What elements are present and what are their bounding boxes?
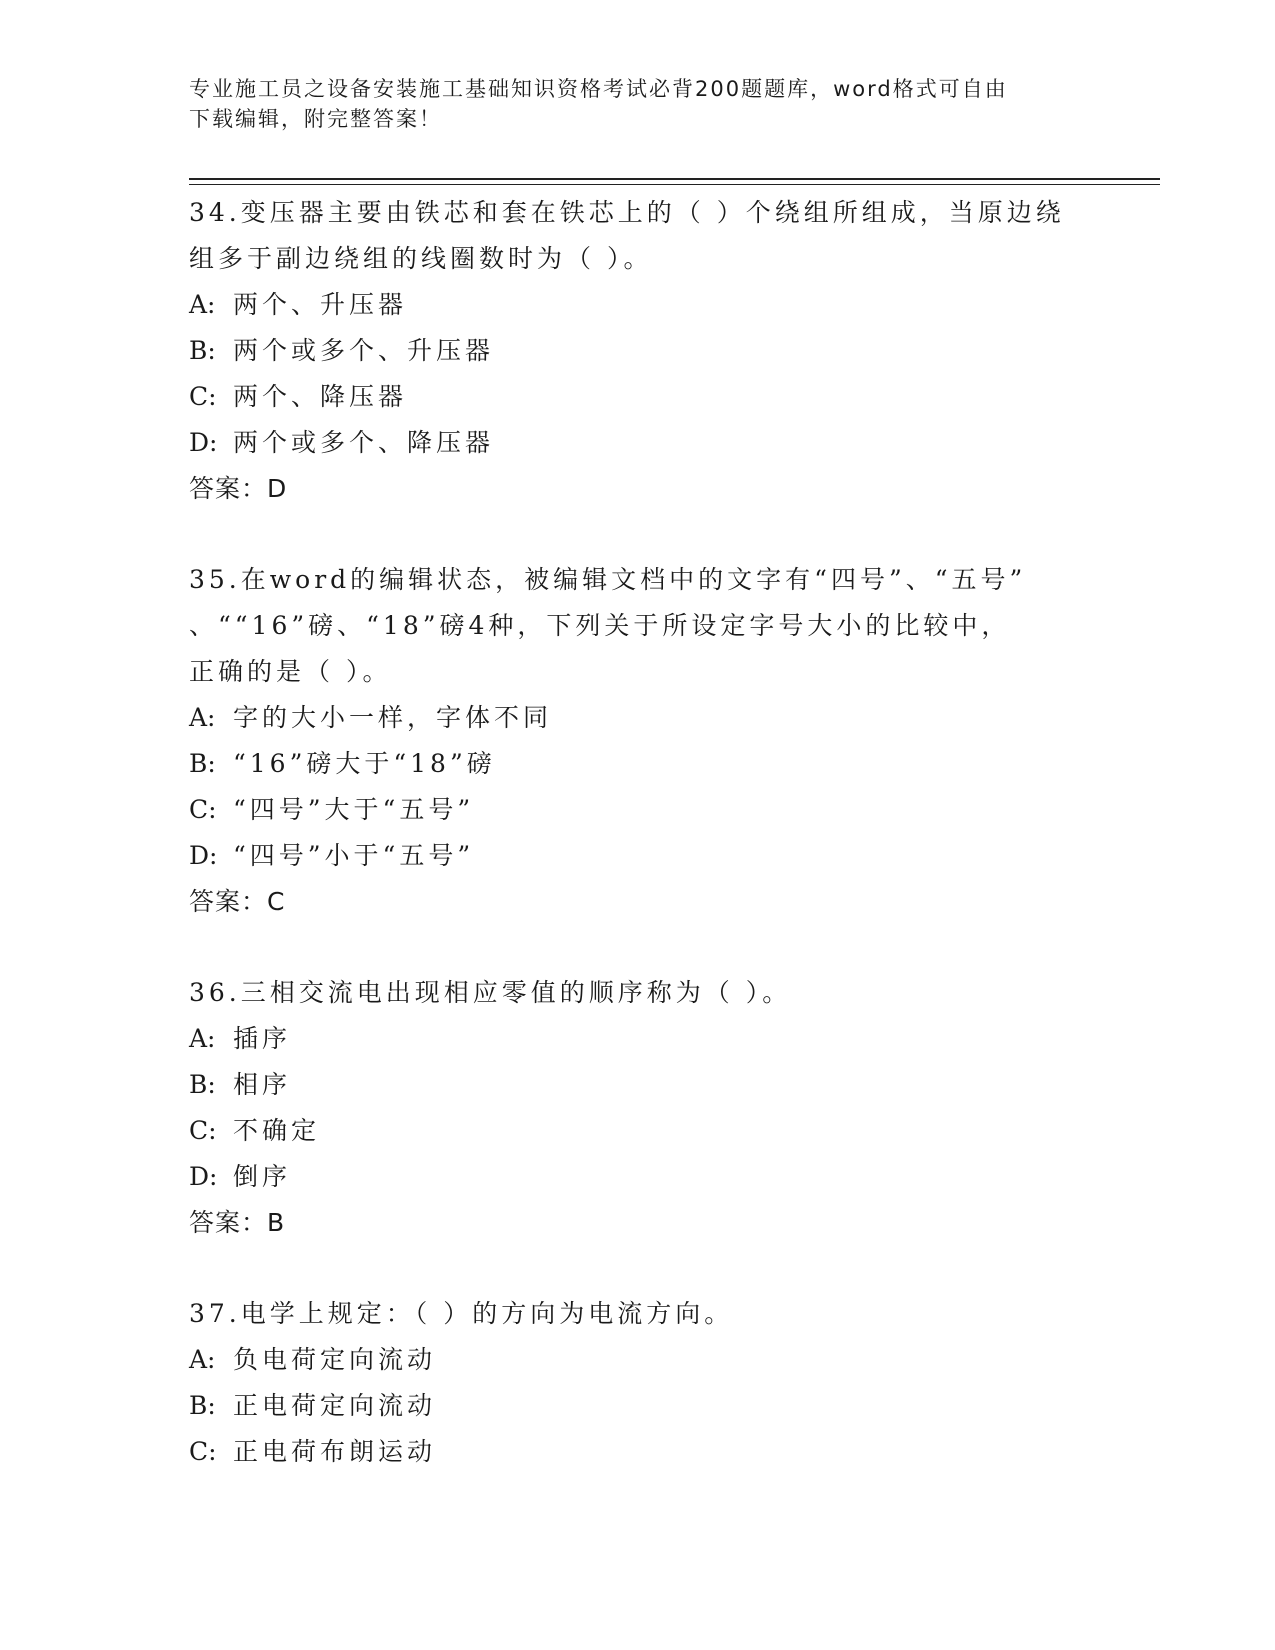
option-letter: C: bbox=[189, 1437, 217, 1466]
option-text: 倒序 bbox=[233, 1162, 292, 1191]
question-list bbox=[189, 190, 1089, 1520]
option-d bbox=[189, 1154, 1089, 1200]
option-text: 两个或多个、降压器 bbox=[233, 428, 495, 457]
option-letter: B: bbox=[189, 1070, 216, 1099]
option-d bbox=[189, 420, 1089, 466]
option-letter: D: bbox=[189, 1162, 218, 1191]
option-letter: D: bbox=[189, 841, 218, 870]
option-text: 正电荷定向流动 bbox=[233, 1391, 437, 1420]
option-text: 两个或多个、升压器 bbox=[233, 336, 495, 365]
question-stem bbox=[189, 557, 1089, 695]
stem-line: 、““16”磅、“18”磅4种，下列关于所设定字号大小的比较中， bbox=[189, 611, 1011, 640]
header-divider-thin bbox=[189, 184, 1160, 185]
option-letter: C: bbox=[189, 1116, 217, 1145]
question-35 bbox=[189, 557, 1089, 925]
option-letter: A: bbox=[189, 1345, 216, 1374]
document-header bbox=[189, 74, 1069, 134]
option-letter: A: bbox=[189, 703, 216, 732]
option-letter: B: bbox=[189, 336, 216, 365]
option-c bbox=[189, 374, 1089, 420]
option-text: 负电荷定向流动 bbox=[233, 1345, 437, 1374]
option-a bbox=[189, 282, 1089, 328]
option-c bbox=[189, 1429, 1089, 1475]
option-c bbox=[189, 787, 1089, 833]
option-text: 不确定 bbox=[233, 1116, 321, 1145]
stem-line: 正确的是（ ）。 bbox=[189, 657, 392, 686]
option-text: “四号”大于“五号” bbox=[233, 795, 475, 824]
header-line-2: 下载编辑，附完整答案！ bbox=[189, 107, 442, 131]
option-a bbox=[189, 695, 1089, 741]
stem-line: 36.三相交流电出现相应零值的顺序称为（ ）。 bbox=[189, 978, 792, 1007]
stem-line: 35.在word的编辑状态，被编辑文档中的文字有“四号”、“五号” bbox=[189, 565, 1027, 594]
question-37 bbox=[189, 1291, 1089, 1475]
question-34 bbox=[189, 190, 1089, 512]
option-b bbox=[189, 328, 1089, 374]
question-stem bbox=[189, 1291, 1089, 1337]
option-letter: B: bbox=[189, 1391, 216, 1420]
option-b bbox=[189, 1383, 1089, 1429]
option-b bbox=[189, 1062, 1089, 1108]
stem-line: 34.变压器主要由铁芯和套在铁芯上的（ ）个绕组所组成，当原边绕 bbox=[189, 198, 1065, 227]
stem-line: 组多于副边绕组的线圈数时为（ ）。 bbox=[189, 244, 653, 273]
option-text: 正电荷布朗运动 bbox=[233, 1437, 437, 1466]
answer-line: 答案：D bbox=[189, 474, 288, 503]
answer-line: 答案：C bbox=[189, 887, 286, 916]
option-text: 相序 bbox=[233, 1070, 292, 1099]
option-text: 插序 bbox=[233, 1024, 292, 1053]
option-letter: D: bbox=[189, 428, 218, 457]
question-stem bbox=[189, 190, 1089, 282]
option-letter: A: bbox=[189, 1024, 216, 1053]
stem-line: 37.电学上规定：（ ）的方向为电流方向。 bbox=[189, 1299, 734, 1328]
option-text: 两个、升压器 bbox=[233, 290, 408, 319]
option-letter: B: bbox=[189, 749, 216, 778]
option-a bbox=[189, 1337, 1089, 1383]
option-letter: C: bbox=[189, 795, 217, 824]
option-text: “16”磅大于“18”磅 bbox=[233, 749, 496, 778]
option-text: 字的大小一样，字体不同 bbox=[233, 703, 553, 732]
question-stem bbox=[189, 970, 1089, 1016]
option-letter: A: bbox=[189, 290, 216, 319]
option-b bbox=[189, 741, 1089, 787]
option-text: “四号”小于“五号” bbox=[233, 841, 475, 870]
option-c bbox=[189, 1108, 1089, 1154]
answer-line: 答案：B bbox=[189, 1208, 286, 1237]
option-text: 两个、降压器 bbox=[233, 382, 408, 411]
question-36 bbox=[189, 970, 1089, 1246]
option-d bbox=[189, 833, 1089, 879]
header-divider-thick bbox=[189, 178, 1160, 180]
header-line-1: 专业施工员之设备安装施工基础知识资格考试必背200题题库，word格式可自由 bbox=[189, 77, 1008, 101]
option-letter: C: bbox=[189, 382, 217, 411]
option-a bbox=[189, 1016, 1089, 1062]
